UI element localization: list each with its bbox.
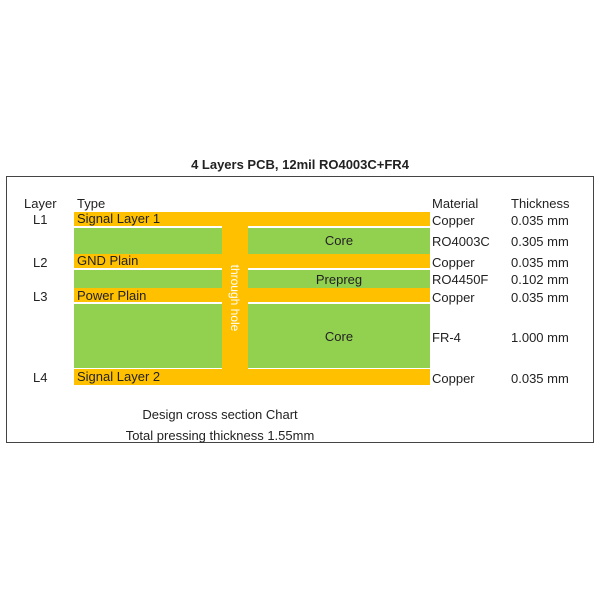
- layer-thickness: 0.035 mm: [511, 213, 569, 228]
- header-type: Type: [77, 196, 106, 211]
- layer-material: RO4003C: [432, 234, 490, 249]
- layer-thickness: 0.035 mm: [511, 290, 569, 305]
- layer-type: Signal Layer 1: [77, 211, 161, 226]
- core-label: Core: [324, 329, 354, 344]
- layer-material: Copper: [432, 255, 475, 270]
- layer-bar-prepreg-left: [74, 270, 222, 288]
- layer-bar-core-left: [74, 228, 222, 254]
- caption-total-thickness: Total pressing thickness 1.55mm: [125, 428, 315, 443]
- header-layer: Layer: [24, 196, 57, 211]
- header-thickness: Thickness: [511, 196, 570, 211]
- layer-material: Copper: [432, 371, 475, 386]
- prepreg-label: Prepreg: [315, 272, 363, 287]
- layer-material: RO4450F: [432, 272, 489, 287]
- layer-type: Power Plain: [77, 288, 147, 303]
- core-label: Core: [324, 233, 354, 248]
- header-material: Material: [432, 196, 479, 211]
- layer-id: L2: [33, 255, 48, 270]
- layer-thickness: 0.102 mm: [511, 272, 569, 287]
- through-hole-label: through hole: [228, 264, 242, 332]
- layer-thickness: 0.035 mm: [511, 371, 569, 386]
- layer-material: FR-4: [432, 330, 461, 345]
- layer-thickness: 1.000 mm: [511, 330, 569, 345]
- layer-type: Signal Layer 2: [77, 369, 161, 384]
- layer-id: L1: [33, 212, 48, 227]
- layer-type: GND Plain: [77, 253, 139, 268]
- layer-thickness: 0.305 mm: [511, 234, 569, 249]
- layer-thickness: 0.035 mm: [511, 255, 569, 270]
- caption-chart-name: Design cross section Chart: [142, 407, 298, 422]
- layer-id: L3: [33, 289, 48, 304]
- layer-material: Copper: [432, 290, 475, 305]
- layer-id: L4: [33, 370, 48, 385]
- layer-material: Copper: [432, 213, 475, 228]
- layer-bar-fr4-left: [74, 304, 222, 368]
- diagram-title: 4 Layers PCB, 12mil RO4003C+FR4: [191, 157, 409, 172]
